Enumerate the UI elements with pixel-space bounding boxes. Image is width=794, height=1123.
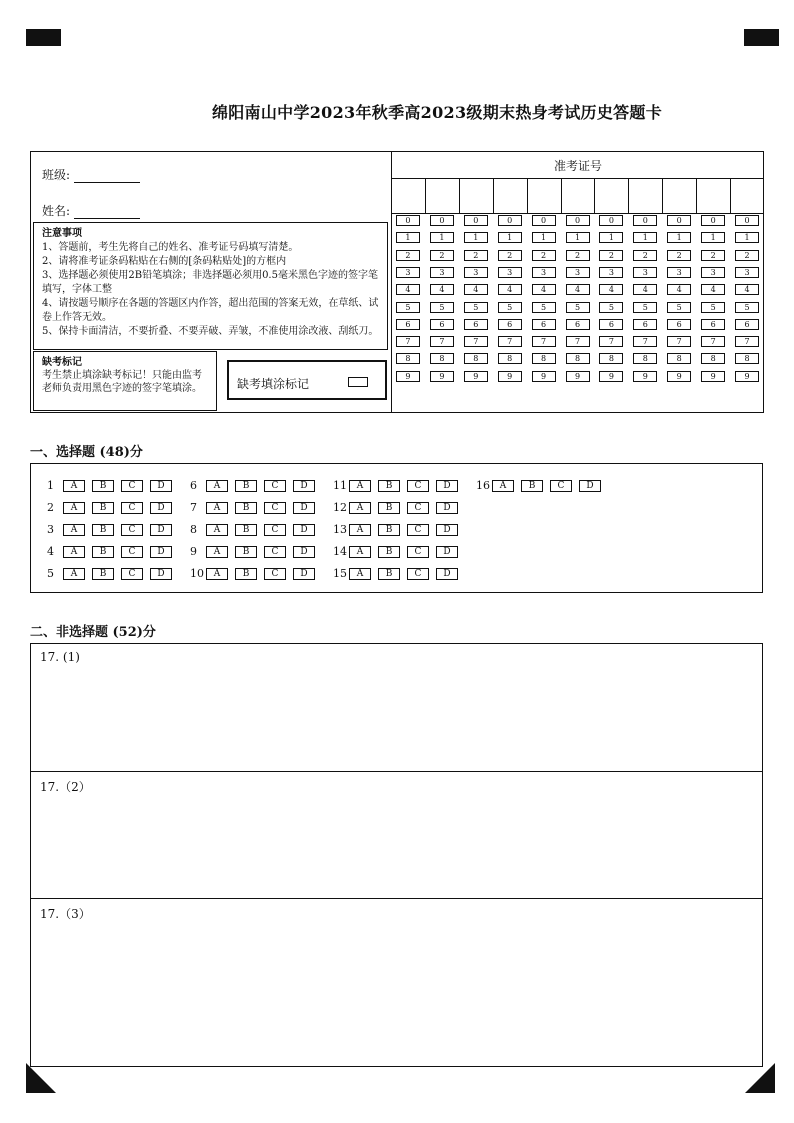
choice-option-a[interactable]: A bbox=[63, 502, 85, 514]
choice-option-a[interactable]: A bbox=[63, 568, 85, 580]
exam-digit-bubble[interactable]: 4 bbox=[396, 284, 420, 295]
exam-number-label: 准考证号 bbox=[553, 159, 602, 173]
exam-digit-bubble[interactable]: 1 bbox=[566, 232, 590, 243]
registration-mark-top-left bbox=[26, 29, 61, 46]
exam-digit-bubble[interactable]: 9 bbox=[566, 371, 590, 382]
choice-option-d[interactable]: D bbox=[293, 546, 315, 558]
choice-option-b[interactable]: B bbox=[378, 502, 400, 514]
question-number: 14 bbox=[333, 545, 347, 558]
answer-label: 17.（2） bbox=[40, 780, 91, 794]
exam-digit-bubble[interactable]: 5 bbox=[498, 302, 522, 313]
absent-text: 考生禁止填涂缺考标记！只能由监考老师负责用黑色字迹的签字笔填涂。 bbox=[42, 370, 202, 394]
exam-digit-bubble[interactable]: 0 bbox=[599, 215, 623, 226]
choice-option-a[interactable]: A bbox=[349, 568, 371, 580]
exam-digit-bubble[interactable]: 5 bbox=[701, 302, 725, 313]
exam-digit-bubble[interactable]: 5 bbox=[633, 302, 657, 313]
exam-digit-bubble[interactable]: 9 bbox=[633, 371, 657, 382]
exam-digit-bubble[interactable]: 7 bbox=[667, 336, 691, 347]
choice-option-c[interactable]: C bbox=[407, 524, 429, 536]
choice-box bbox=[30, 463, 763, 593]
section1-title: 一、选择题 (48)分 bbox=[30, 445, 143, 460]
choice-option-d[interactable]: D bbox=[436, 568, 458, 580]
choice-option-c[interactable]: C bbox=[264, 546, 286, 558]
exam-number-write-cell[interactable] bbox=[730, 179, 764, 213]
exam-digit-bubble[interactable]: 1 bbox=[430, 232, 454, 243]
exam-digit-bubble[interactable]: 0 bbox=[701, 215, 725, 226]
exam-digit-bubble[interactable]: 7 bbox=[464, 336, 488, 347]
choice-option-a[interactable]: A bbox=[206, 502, 228, 514]
exam-digit-bubble[interactable]: 8 bbox=[599, 353, 623, 364]
choice-option-d[interactable]: D bbox=[436, 480, 458, 492]
exam-digit-bubble[interactable]: 2 bbox=[464, 250, 488, 261]
registration-mark-bottom-left bbox=[26, 1063, 56, 1093]
exam-digit-bubble[interactable]: 8 bbox=[566, 353, 590, 364]
exam-digit-bubble[interactable]: 0 bbox=[532, 215, 556, 226]
choice-option-b[interactable]: B bbox=[378, 524, 400, 536]
choice-option-c[interactable]: C bbox=[264, 502, 286, 514]
choice-option-a[interactable]: A bbox=[206, 546, 228, 558]
exam-digit-bubble[interactable]: 2 bbox=[498, 250, 522, 261]
answer-label: 17. (1) bbox=[40, 650, 80, 664]
exam-digit-bubble[interactable]: 5 bbox=[599, 302, 623, 313]
choice-option-d[interactable]: D bbox=[293, 524, 315, 536]
exam-digit-bubble[interactable]: 3 bbox=[498, 267, 522, 278]
notice-item: 4、请按题号顺序在各题的答题区内作答，超出范围的答案无效，在草纸、试卷上作答无效。 bbox=[42, 298, 379, 323]
choice-option-a[interactable]: A bbox=[349, 480, 371, 492]
choice-option-c[interactable]: C bbox=[550, 480, 572, 492]
choice-option-a[interactable]: A bbox=[63, 524, 85, 536]
exam-digit-bubble[interactable]: 4 bbox=[566, 284, 590, 295]
exam-digit-bubble[interactable]: 6 bbox=[396, 319, 420, 330]
exam-digit-bubble[interactable]: 2 bbox=[667, 250, 691, 261]
exam-digit-bubble[interactable]: 5 bbox=[464, 302, 488, 313]
exam-digit-bubble[interactable]: 3 bbox=[735, 267, 759, 278]
exam-digit-bubble[interactable]: 9 bbox=[599, 371, 623, 382]
choice-option-b[interactable]: B bbox=[92, 480, 114, 492]
exam-digit-bubble[interactable]: 2 bbox=[735, 250, 759, 261]
choice-option-c[interactable]: C bbox=[121, 546, 143, 558]
exam-digit-bubble[interactable]: 9 bbox=[667, 371, 691, 382]
exam-digit-bubble[interactable]: 7 bbox=[396, 336, 420, 347]
name-field[interactable] bbox=[42, 202, 140, 219]
exam-digit-bubble[interactable]: 9 bbox=[532, 371, 556, 382]
choice-option-b[interactable]: B bbox=[235, 568, 257, 580]
question-number: 11 bbox=[333, 479, 347, 492]
question-number: 5 bbox=[47, 567, 54, 580]
exam-digit-bubble[interactable]: 7 bbox=[735, 336, 759, 347]
answer-label: 17.（3） bbox=[40, 907, 91, 921]
class-label: 班级: bbox=[42, 168, 71, 182]
exam-digit-bubble[interactable]: 7 bbox=[430, 336, 454, 347]
exam-digit-bubble[interactable]: 2 bbox=[633, 250, 657, 261]
choice-option-d[interactable]: D bbox=[150, 502, 172, 514]
exam-digit-bubble[interactable]: 7 bbox=[566, 336, 590, 347]
exam-digit-bubble[interactable]: 3 bbox=[396, 267, 420, 278]
choice-option-c[interactable]: C bbox=[121, 524, 143, 536]
absent-heading: 缺考标记 bbox=[42, 357, 82, 368]
exam-digit-bubble[interactable]: 1 bbox=[396, 232, 420, 243]
exam-digit-bubble[interactable]: 9 bbox=[498, 371, 522, 382]
absent-fill-bubble[interactable] bbox=[348, 377, 368, 387]
choice-option-a[interactable]: A bbox=[206, 568, 228, 580]
exam-digit-bubble[interactable]: 5 bbox=[667, 302, 691, 313]
exam-digit-bubble[interactable]: 1 bbox=[667, 232, 691, 243]
exam-digit-bubble[interactable]: 6 bbox=[566, 319, 590, 330]
exam-number-write-cell[interactable] bbox=[459, 179, 493, 213]
question-number: 2 bbox=[47, 501, 54, 514]
exam-digit-bubble[interactable]: 8 bbox=[667, 353, 691, 364]
choice-option-a[interactable]: A bbox=[63, 546, 85, 558]
notice-item: 1、答题前，考生先将自己的姓名、准考证号码填写清楚。 bbox=[42, 242, 299, 253]
exam-digit-bubble[interactable]: 7 bbox=[633, 336, 657, 347]
question-number: 9 bbox=[190, 545, 197, 558]
exam-digit-bubble[interactable]: 4 bbox=[667, 284, 691, 295]
choice-option-b[interactable]: B bbox=[378, 568, 400, 580]
exam-number-write-cell[interactable] bbox=[493, 179, 527, 213]
exam-digit-bubble[interactable]: 8 bbox=[633, 353, 657, 364]
exam-digit-bubble[interactable]: 5 bbox=[532, 302, 556, 313]
exam-digit-bubble[interactable]: 8 bbox=[430, 353, 454, 364]
exam-digit-bubble[interactable]: 0 bbox=[430, 215, 454, 226]
exam-digit-bubble[interactable]: 2 bbox=[430, 250, 454, 261]
choice-option-a[interactable]: A bbox=[349, 524, 371, 536]
choice-option-b[interactable]: B bbox=[378, 546, 400, 558]
choice-option-c[interactable]: C bbox=[407, 568, 429, 580]
registration-mark-bottom-right bbox=[745, 1063, 775, 1093]
answer-area-17-2[interactable] bbox=[30, 771, 763, 899]
exam-digit-bubble[interactable]: 4 bbox=[532, 284, 556, 295]
exam-digit-bubble[interactable]: 1 bbox=[498, 232, 522, 243]
exam-number-write-cell[interactable] bbox=[425, 179, 459, 213]
question-number: 4 bbox=[47, 545, 54, 558]
absent-fill-label: 缺考填涂标记 bbox=[237, 377, 310, 391]
choice-option-c[interactable]: C bbox=[264, 568, 286, 580]
exam-digit-bubble[interactable]: 5 bbox=[735, 302, 759, 313]
choice-option-d[interactable]: D bbox=[150, 480, 172, 492]
notice-heading: 注意事项 bbox=[42, 228, 82, 239]
exam-digit-bubble[interactable]: 0 bbox=[566, 215, 590, 226]
choice-option-d[interactable]: D bbox=[436, 524, 458, 536]
question-number: 13 bbox=[333, 523, 347, 536]
registration-mark-top-right bbox=[744, 29, 779, 46]
exam-digit-bubble[interactable]: 3 bbox=[430, 267, 454, 278]
choice-option-a[interactable]: A bbox=[63, 480, 85, 492]
exam-number-grid bbox=[391, 178, 764, 214]
question-number: 6 bbox=[190, 479, 197, 492]
choice-option-b[interactable]: B bbox=[378, 480, 400, 492]
exam-digit-bubble[interactable]: 6 bbox=[464, 319, 488, 330]
class-underline[interactable] bbox=[74, 170, 140, 183]
absent-fill-box bbox=[227, 360, 387, 400]
exam-digit-bubble[interactable]: 4 bbox=[464, 284, 488, 295]
exam-number-bubbles bbox=[391, 213, 764, 381]
exam-digit-bubble[interactable]: 3 bbox=[532, 267, 556, 278]
exam-digit-bubble[interactable]: 7 bbox=[599, 336, 623, 347]
question-number: 15 bbox=[333, 567, 347, 580]
exam-digit-bubble[interactable]: 6 bbox=[701, 319, 725, 330]
choice-option-c[interactable]: C bbox=[121, 568, 143, 580]
exam-digit-bubble[interactable]: 8 bbox=[532, 353, 556, 364]
exam-digit-bubble[interactable]: 1 bbox=[532, 232, 556, 243]
notice-item: 5、保持卡面清洁，不要折叠、不要弄破、弄皱，不准使用涂改液、刮纸刀。 bbox=[42, 326, 379, 337]
answer-area-17-3[interactable] bbox=[30, 898, 763, 1067]
question-number: 10 bbox=[190, 567, 204, 580]
exam-digit-bubble[interactable]: 7 bbox=[532, 336, 556, 347]
exam-number-write-cell[interactable] bbox=[527, 179, 561, 213]
choice-option-b[interactable]: B bbox=[92, 546, 114, 558]
choice-option-c[interactable]: C bbox=[121, 480, 143, 492]
exam-number-write-cell[interactable] bbox=[662, 179, 696, 213]
question-number: 3 bbox=[47, 523, 54, 536]
choice-option-b[interactable]: B bbox=[92, 568, 114, 580]
exam-digit-bubble[interactable]: 2 bbox=[532, 250, 556, 261]
exam-digit-bubble[interactable]: 1 bbox=[701, 232, 725, 243]
exam-digit-bubble[interactable]: 2 bbox=[599, 250, 623, 261]
choice-option-d[interactable]: D bbox=[293, 480, 315, 492]
absent-notice-box bbox=[33, 351, 217, 411]
exam-digit-bubble[interactable]: 8 bbox=[396, 353, 420, 364]
choice-option-d[interactable]: D bbox=[579, 480, 601, 492]
exam-digit-bubble[interactable]: 4 bbox=[735, 284, 759, 295]
notice-item: 3、选择题必须使用2B铅笔填涂；非选择题必须用0.5毫米黑色字迹的签字笔填写，字体工整 bbox=[42, 270, 378, 295]
exam-digit-bubble[interactable]: 2 bbox=[566, 250, 590, 261]
exam-digit-bubble[interactable]: 8 bbox=[735, 353, 759, 364]
exam-digit-bubble[interactable]: 4 bbox=[701, 284, 725, 295]
exam-digit-bubble[interactable]: 3 bbox=[667, 267, 691, 278]
exam-digit-bubble[interactable]: 2 bbox=[396, 250, 420, 261]
exam-digit-bubble[interactable]: 1 bbox=[735, 232, 759, 243]
exam-number-write-cell[interactable] bbox=[696, 179, 730, 213]
exam-digit-bubble[interactable]: 8 bbox=[701, 353, 725, 364]
choice-option-a[interactable]: A bbox=[492, 480, 514, 492]
exam-number-write-cell[interactable] bbox=[594, 179, 628, 213]
choice-option-d[interactable]: D bbox=[436, 546, 458, 558]
exam-digit-bubble[interactable]: 6 bbox=[735, 319, 759, 330]
exam-digit-bubble[interactable]: 0 bbox=[464, 215, 488, 226]
notice-box bbox=[33, 222, 388, 350]
choice-option-a[interactable]: A bbox=[206, 524, 228, 536]
choice-option-b[interactable]: B bbox=[235, 546, 257, 558]
exam-digit-bubble[interactable]: 6 bbox=[430, 319, 454, 330]
exam-digit-bubble[interactable]: 9 bbox=[464, 371, 488, 382]
exam-digit-bubble[interactable]: 0 bbox=[667, 215, 691, 226]
exam-digit-bubble[interactable]: 5 bbox=[430, 302, 454, 313]
choice-option-a[interactable]: A bbox=[206, 480, 228, 492]
exam-digit-bubble[interactable]: 5 bbox=[566, 302, 590, 313]
exam-digit-bubble[interactable]: 9 bbox=[396, 371, 420, 382]
choice-option-c[interactable]: C bbox=[407, 480, 429, 492]
choice-option-d[interactable]: D bbox=[150, 568, 172, 580]
question-number: 12 bbox=[333, 501, 347, 514]
choice-option-d[interactable]: D bbox=[436, 502, 458, 514]
name-label: 姓名: bbox=[42, 204, 71, 218]
exam-number-write-cell[interactable] bbox=[628, 179, 662, 213]
class-field[interactable] bbox=[42, 166, 140, 183]
exam-digit-bubble[interactable]: 9 bbox=[735, 371, 759, 382]
exam-digit-bubble[interactable]: 7 bbox=[498, 336, 522, 347]
choice-option-b[interactable]: B bbox=[235, 502, 257, 514]
choice-option-b[interactable]: B bbox=[235, 480, 257, 492]
question-number: 16 bbox=[476, 479, 490, 492]
choice-option-d[interactable]: D bbox=[293, 502, 315, 514]
exam-digit-bubble[interactable]: 3 bbox=[701, 267, 725, 278]
exam-digit-bubble[interactable]: 9 bbox=[701, 371, 725, 382]
exam-digit-bubble[interactable]: 6 bbox=[599, 319, 623, 330]
exam-digit-bubble[interactable]: 4 bbox=[633, 284, 657, 295]
page-title: 绵阳南山中学2023年秋季高2023级期末热身考试历史答题卡 bbox=[211, 103, 663, 122]
choice-option-d[interactable]: D bbox=[150, 524, 172, 536]
question-number: 1 bbox=[47, 479, 54, 492]
exam-digit-bubble[interactable]: 1 bbox=[633, 232, 657, 243]
exam-digit-bubble[interactable]: 0 bbox=[498, 215, 522, 226]
exam-number-write-cell[interactable] bbox=[561, 179, 595, 213]
exam-digit-bubble[interactable]: 9 bbox=[430, 371, 454, 382]
exam-number-write-cell[interactable] bbox=[391, 179, 425, 213]
exam-digit-bubble[interactable]: 4 bbox=[498, 284, 522, 295]
exam-digit-bubble[interactable]: 0 bbox=[633, 215, 657, 226]
exam-digit-bubble[interactable]: 3 bbox=[633, 267, 657, 278]
exam-digit-bubble[interactable]: 8 bbox=[464, 353, 488, 364]
choice-option-c[interactable]: C bbox=[264, 524, 286, 536]
name-underline[interactable] bbox=[74, 206, 140, 219]
choice-option-c[interactable]: C bbox=[121, 502, 143, 514]
notice-item: 2、请将准考证条码粘贴在右侧的[条码粘贴处]的方框内 bbox=[42, 256, 287, 267]
choice-option-b[interactable]: B bbox=[92, 524, 114, 536]
choice-option-a[interactable]: A bbox=[349, 546, 371, 558]
exam-digit-bubble[interactable]: 1 bbox=[599, 232, 623, 243]
choice-option-d[interactable]: D bbox=[150, 546, 172, 558]
choice-option-d[interactable]: D bbox=[293, 568, 315, 580]
choice-option-b[interactable]: B bbox=[521, 480, 543, 492]
section2-title: 二、非选择题 (52)分 bbox=[30, 625, 156, 640]
choice-option-c[interactable]: C bbox=[264, 480, 286, 492]
exam-digit-bubble[interactable]: 7 bbox=[701, 336, 725, 347]
exam-digit-bubble[interactable]: 3 bbox=[464, 267, 488, 278]
choice-option-c[interactable]: C bbox=[407, 546, 429, 558]
exam-digit-bubble[interactable]: 0 bbox=[735, 215, 759, 226]
exam-digit-bubble[interactable]: 4 bbox=[599, 284, 623, 295]
exam-digit-bubble[interactable]: 5 bbox=[396, 302, 420, 313]
question-number: 7 bbox=[190, 501, 197, 514]
exam-digit-bubble[interactable]: 6 bbox=[532, 319, 556, 330]
exam-digit-bubble[interactable]: 8 bbox=[498, 353, 522, 364]
question-number: 8 bbox=[190, 523, 197, 536]
choice-option-b[interactable]: B bbox=[92, 502, 114, 514]
exam-digit-bubble[interactable]: 6 bbox=[498, 319, 522, 330]
exam-digit-bubble[interactable]: 3 bbox=[566, 267, 590, 278]
choice-option-a[interactable]: A bbox=[349, 502, 371, 514]
exam-digit-bubble[interactable]: 4 bbox=[430, 284, 454, 295]
exam-digit-bubble[interactable]: 1 bbox=[464, 232, 488, 243]
exam-digit-bubble[interactable]: 0 bbox=[396, 215, 420, 226]
choice-option-c[interactable]: C bbox=[407, 502, 429, 514]
answer-area-17-1[interactable] bbox=[30, 643, 763, 772]
exam-digit-bubble[interactable]: 6 bbox=[633, 319, 657, 330]
exam-digit-bubble[interactable]: 3 bbox=[599, 267, 623, 278]
exam-digit-bubble[interactable]: 2 bbox=[701, 250, 725, 261]
exam-digit-bubble[interactable]: 6 bbox=[667, 319, 691, 330]
choice-option-b[interactable]: B bbox=[235, 524, 257, 536]
